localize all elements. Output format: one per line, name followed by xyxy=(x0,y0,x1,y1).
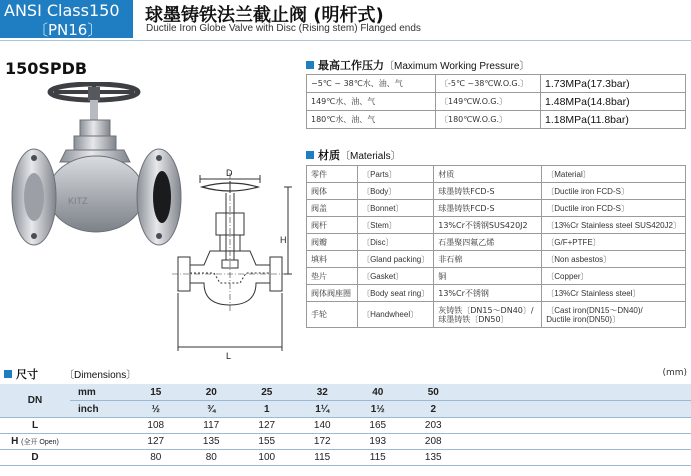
material-cn: 材质 xyxy=(434,166,542,183)
table-row xyxy=(0,418,691,434)
material-part-en: 〔Gland packing〕 xyxy=(358,251,434,268)
dim-value: 127 xyxy=(128,434,184,450)
dim-value: 108 xyxy=(128,418,184,434)
material-cn xyxy=(434,302,542,328)
dn-mm-cell: 50 xyxy=(406,384,462,401)
dim-value: 165 xyxy=(350,418,406,434)
material-part-cn: 阀体阀座圈 xyxy=(307,285,358,302)
dimensions-heading-en: 〔Dimensions〕 xyxy=(64,370,137,381)
dim-label-text: H xyxy=(11,436,19,447)
dn-mm-cell: 32 xyxy=(295,384,351,401)
material-cn: 球墨铸铁FCD-S xyxy=(434,183,542,200)
material-cn: 13%Cr不锈钢 xyxy=(434,285,542,302)
material-part-cn: 手轮 xyxy=(307,302,358,328)
dim-value: 127 xyxy=(239,418,295,434)
material-en-line: 〔Cast iron(DN15～DN40)/ xyxy=(546,305,643,315)
material-en: 〔Copper〕 xyxy=(542,268,686,285)
page-title: 球墨铸铁法兰截止阀 (明杆式) xyxy=(145,5,384,26)
table-row xyxy=(0,384,691,401)
section-marker xyxy=(306,151,314,159)
class-badge xyxy=(0,0,133,38)
material-en: 〔13%Cr Stainless steel SUS420J2〕 xyxy=(542,217,686,234)
spacer-cell xyxy=(461,384,691,401)
dimensions-heading xyxy=(4,366,136,382)
material-part-en: 〔Parts〕 xyxy=(358,166,434,183)
pressure-code: 〔-5℃ ~38℃W.O.G.〕 xyxy=(436,75,541,93)
dn-inch-cell: 2 xyxy=(406,401,462,418)
dim-label-note: (全开 Open) xyxy=(21,439,59,446)
table-row xyxy=(307,285,686,302)
dn-inch-cell: ¾ xyxy=(184,401,240,418)
material-part-cn: 垫片 xyxy=(307,268,358,285)
materials-heading-en: 〔Materials〕 xyxy=(340,151,401,162)
pressure-code: 〔149℃W.O.G.〕 xyxy=(436,93,541,111)
material-en xyxy=(542,302,686,328)
material-en: 〔Ductile iron FCD-S〕 xyxy=(542,183,686,200)
material-part-cn: 零件 xyxy=(307,166,358,183)
dn-mm-cell: 20 xyxy=(184,384,240,401)
material-part-en: 〔Gasket〕 xyxy=(358,268,434,285)
model-number: 150SPDB xyxy=(5,59,88,78)
material-en: 〔Material〕 xyxy=(542,166,686,183)
dn-inch-cell: ½ xyxy=(128,401,184,418)
dimensions-unit: (mm) xyxy=(662,368,687,378)
pressure-heading-en: 〔Maximum Working Pressure〕 xyxy=(384,61,530,72)
dim-value: 135 xyxy=(406,450,462,466)
materials-heading xyxy=(306,147,401,163)
dim-value: 80 xyxy=(184,450,240,466)
drawing-label-d: D xyxy=(226,168,233,178)
material-part-en: 〔Body〕 xyxy=(358,183,434,200)
material-cn: 石墨聚四氟乙烯 xyxy=(434,234,542,251)
pressure-condition: −5℃ ~ 38℃水、油、气 xyxy=(307,75,436,93)
svg-text:KITZ: KITZ xyxy=(68,196,88,206)
pressure-value: 1.18MPa(11.8bar) xyxy=(541,111,686,129)
material-part-cn: 阀体 xyxy=(307,183,358,200)
spacer-cell xyxy=(461,401,691,418)
dim-value: 203 xyxy=(406,418,462,434)
dim-value: 115 xyxy=(350,450,406,466)
material-cn: 铜 xyxy=(434,268,542,285)
dn-inch-cell: 1¼ xyxy=(295,401,351,418)
pressure-value: 1.73MPa(17.3bar) xyxy=(541,75,686,93)
material-en: 〔13%Cr Stainless steel〕 xyxy=(542,285,686,302)
pressure-condition: 149℃水、油、气 xyxy=(307,93,436,111)
material-part-cn: 阀瓣 xyxy=(307,234,358,251)
dim-label-text: D xyxy=(31,452,39,463)
dim-row-label xyxy=(0,450,70,466)
section-marker xyxy=(306,61,314,69)
dn-mm-cell: 40 xyxy=(350,384,406,401)
dim-value: 155 xyxy=(239,434,295,450)
class-label: ANSI Class150 xyxy=(4,1,120,20)
dn-label: DN xyxy=(0,384,70,418)
dim-label-text: L xyxy=(31,420,39,431)
material-part-cn: 阀杆 xyxy=(307,217,358,234)
pn-label: 〔PN16〕 xyxy=(33,21,103,39)
dim-value: 115 xyxy=(295,450,351,466)
dim-value: 80 xyxy=(128,450,184,466)
dimensions-table xyxy=(0,384,691,466)
material-en-line: Ductile iron(DN50)〕 xyxy=(546,314,621,324)
drawing-label-h: H xyxy=(280,235,287,245)
dim-value: 208 xyxy=(406,434,462,450)
material-part-en: 〔Bonnet〕 xyxy=(358,200,434,217)
drawing-label-l: L xyxy=(226,351,232,361)
material-cn: 13%Cr不锈钢SUS420J2 xyxy=(434,217,542,234)
materials-heading-cn: 材质 xyxy=(318,149,340,162)
table-row xyxy=(307,75,686,93)
dim-value: 172 xyxy=(295,434,351,450)
table-row xyxy=(307,302,686,328)
spacer-cell xyxy=(461,450,691,466)
table-row xyxy=(307,111,686,129)
material-cn: 非石棉 xyxy=(434,251,542,268)
table-row xyxy=(307,234,686,251)
dim-note-cell xyxy=(70,450,128,466)
pressure-value: 1.48MPa(14.8bar) xyxy=(541,93,686,111)
pressure-heading-cn: 最高工作压力 xyxy=(318,59,384,72)
material-en: 〔Ductile iron FCD-S〕 xyxy=(542,200,686,217)
spacer-cell xyxy=(461,434,691,450)
pressure-code: 〔180℃W.O.G.〕 xyxy=(436,111,541,129)
dn-mm-cell: 25 xyxy=(239,384,295,401)
dn-inch-cell: 1 xyxy=(239,401,295,418)
valve-drawing xyxy=(170,165,300,365)
table-row xyxy=(0,434,691,450)
table-row xyxy=(307,166,686,183)
spacer-cell xyxy=(461,418,691,434)
dim-value: 117 xyxy=(184,418,240,434)
section-marker xyxy=(4,370,12,378)
dimensions-heading-cn: 尺寸 xyxy=(16,368,38,381)
table-row xyxy=(307,200,686,217)
header-divider xyxy=(0,40,691,41)
material-cn-line: 球墨铸铁〔DN50〕 xyxy=(438,314,509,324)
mm-label: mm xyxy=(70,384,128,401)
page-subtitle: Ductile Iron Globe Valve with Disc (Rising stem) Flanged ends xyxy=(146,23,421,34)
material-part-cn: 填料 xyxy=(307,251,358,268)
pressure-table xyxy=(306,74,686,129)
dim-value: 193 xyxy=(350,434,406,450)
dim-note-cell xyxy=(70,418,128,434)
materials-table xyxy=(306,165,686,328)
pressure-condition: 180℃水、油、气 xyxy=(307,111,436,129)
dim-value: 140 xyxy=(295,418,351,434)
material-cn-line: 灰铸铁〔DN15～DN40〕/ xyxy=(438,305,534,315)
table-row xyxy=(307,251,686,268)
material-cn: 球墨铸铁FCD-S xyxy=(434,200,542,217)
material-part-en: 〔Body seat ring〕 xyxy=(358,285,434,302)
valve-photo xyxy=(4,82,189,254)
material-part-en: 〔Handwheel〕 xyxy=(358,302,434,328)
table-row xyxy=(307,268,686,285)
table-row xyxy=(0,401,691,418)
dim-value: 100 xyxy=(239,450,295,466)
pressure-heading xyxy=(306,57,529,73)
dim-row-label xyxy=(0,434,70,450)
material-en: 〔G/F+PTFE〕 xyxy=(542,234,686,251)
table-row xyxy=(307,183,686,200)
table-row xyxy=(307,217,686,234)
dn-mm-cell: 15 xyxy=(128,384,184,401)
material-part-cn: 阀盖 xyxy=(307,200,358,217)
table-row xyxy=(307,93,686,111)
dim-row-label xyxy=(0,418,70,434)
dim-value: 135 xyxy=(184,434,240,450)
material-part-en: 〔Stem〕 xyxy=(358,217,434,234)
dn-inch-cell: 1½ xyxy=(350,401,406,418)
table-row xyxy=(0,450,691,466)
inch-label: inch xyxy=(70,401,128,418)
material-en: 〔Non asbestos〕 xyxy=(542,251,686,268)
material-part-en: 〔Disc〕 xyxy=(358,234,434,251)
dim-note-cell xyxy=(70,434,128,450)
